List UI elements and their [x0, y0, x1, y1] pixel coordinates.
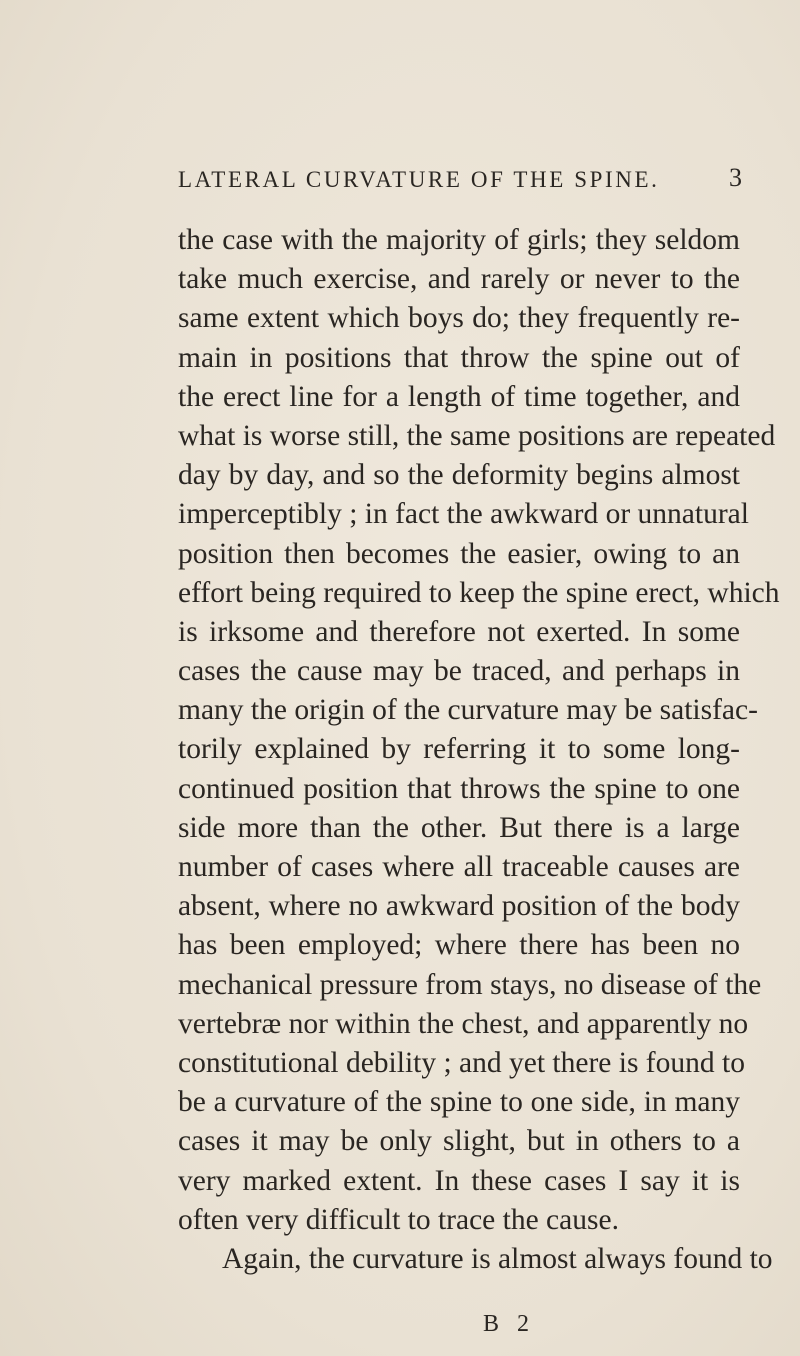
text-line: absent, where no awkward position of the body	[178, 890, 740, 923]
text-line: the erect line for a length of time together, and	[178, 380, 740, 413]
text-line: constitutional debility ; and yet there is found to	[178, 1046, 745, 1079]
text-line: imperceptibly ; in fact the awkward or unnatural	[178, 498, 749, 531]
page-header	[178, 163, 742, 207]
text-line: many the origin of the curvature may be satisfac-	[178, 694, 758, 727]
signature-mark: B 2	[483, 1311, 536, 1337]
text-line: take much exercise, and rarely or never to the	[178, 263, 740, 296]
text-line: position then becomes the easier, owing to an	[178, 537, 740, 570]
text-line: number of cases where all traceable causes are	[178, 851, 740, 883]
running-head: LATERAL CURVATURE OF THE SPINE.	[178, 167, 660, 192]
text-line: often very difficult to trace the cause.	[178, 1203, 619, 1236]
text-line: cases it may be only slight, but in others to a	[178, 1125, 740, 1158]
text-line: be a curvature of the spine to one side, in many	[178, 1086, 740, 1119]
body-text	[178, 221, 780, 1279]
text-line: mechanical pressure from stays, no disease of the	[178, 968, 762, 1001]
text-line: what is worse still, the same positions are repeated	[178, 419, 776, 452]
text-line: Again, the curvature is almost always found to	[222, 1242, 773, 1275]
text-line: the case with the majority of girls; they seldom	[178, 224, 740, 256]
text-line: side more than the other. But there is a large	[178, 811, 740, 844]
text-line: cases the cause may be traced, and perhaps in	[178, 655, 740, 688]
page-number: 3	[729, 163, 742, 192]
text-line: has been employed; where there has been no	[178, 929, 740, 962]
text-line: day by day, and so the deformity begins almost	[178, 459, 740, 492]
text-line: very marked extent. In these cases I say it is	[178, 1164, 740, 1197]
text-line: effort being required to keep the spine erect, which	[178, 576, 780, 609]
text-line: main in positions that throw the spine out of	[178, 341, 740, 374]
text-line: continued position that throws the spine to one	[178, 772, 740, 805]
text-line: vertebræ nor within the chest, and apparently no	[178, 1007, 749, 1040]
text-line: torily explained by referring it to some long-	[178, 733, 740, 766]
text-line: same extent which boys do; they frequently re-	[178, 302, 740, 335]
text-line: is irksome and therefore not exerted. In some	[178, 615, 740, 648]
